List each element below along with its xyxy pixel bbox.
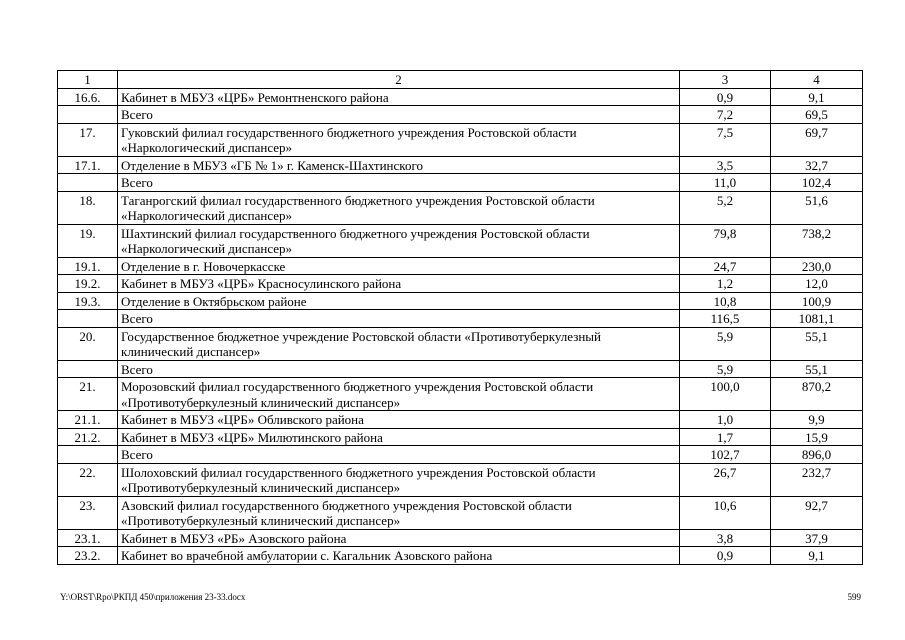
row-name-cell: Отделение в МБУЗ «ГБ № 1» г. Каменск-Шахтинского [118, 156, 680, 174]
row-name-cell: Всего [118, 310, 680, 328]
row-value-col-4-cell: 896,0 [771, 446, 863, 464]
row-name-cell: Отделение в г. Новочеркасске [118, 257, 680, 275]
row-value-col-3-cell: 0,9 [680, 547, 771, 565]
table-row [58, 191, 863, 224]
row-name-cell: Государственное бюджетное учреждение Ростовской области «Противотуберкулезный клинический диспансер» [118, 327, 680, 360]
row-number-cell: 16.6. [58, 88, 118, 106]
table-row [58, 547, 863, 565]
row-value-col-3-cell: 100,0 [680, 378, 771, 411]
row-value-col-3-cell: 10,8 [680, 292, 771, 310]
row-value-col-4-cell: 55,1 [771, 360, 863, 378]
row-value-col-4-cell: 9,9 [771, 411, 863, 429]
row-value-col-3-cell: 1,2 [680, 275, 771, 293]
row-name-cell: Кабинет в МБУЗ «ЦРБ» Ремонтненского района [118, 88, 680, 106]
table-row [58, 275, 863, 293]
row-number-cell: 22. [58, 463, 118, 496]
row-name-cell: Кабинет в МБУЗ «ЦРБ» Милютинского района [118, 428, 680, 446]
row-value-col-4-cell: 9,1 [771, 88, 863, 106]
table-row [58, 496, 863, 529]
row-number-cell: 19. [58, 224, 118, 257]
row-name-cell: Всего [118, 106, 680, 124]
table-row [58, 106, 863, 124]
footer-file-path: Y:\ORST\Rpo\РКПД 450\приложения 23-33.docx [60, 592, 246, 602]
row-name-cell: Отделение в Октябрьском районе [118, 292, 680, 310]
row-value-col-3-cell: 79,8 [680, 224, 771, 257]
row-number-cell: 19.1. [58, 257, 118, 275]
row-number-cell: 21.1. [58, 411, 118, 429]
row-value-col-4-cell: 92,7 [771, 496, 863, 529]
table-row [58, 411, 863, 429]
row-value-col-4-cell: 9,1 [771, 547, 863, 565]
table-row [58, 123, 863, 156]
row-value-col-3-cell: 10,6 [680, 496, 771, 529]
header-cell-col-4: 4 [771, 71, 863, 89]
row-name-cell: Азовский филиал государственного бюджетного учреждения Ростовской области «Противотуберкулезный клинический диспансер» [118, 496, 680, 529]
row-number-cell: 17. [58, 123, 118, 156]
table-row [58, 224, 863, 257]
row-number-cell [58, 310, 118, 328]
row-number-cell: 21. [58, 378, 118, 411]
table-row [58, 174, 863, 192]
row-name-cell: Кабинет в МБУЗ «ЦРБ» Красносулинского района [118, 275, 680, 293]
table-row [58, 257, 863, 275]
table-row [58, 156, 863, 174]
row-name-cell: Морозовский филиал государственного бюджетного учреждения Ростовской области «Противотуберкулезный клинический диспансер» [118, 378, 680, 411]
table-row [58, 529, 863, 547]
row-number-cell [58, 174, 118, 192]
row-number-cell [58, 446, 118, 464]
row-value-col-3-cell: 24,7 [680, 257, 771, 275]
row-value-col-3-cell: 7,2 [680, 106, 771, 124]
row-value-col-3-cell: 11,0 [680, 174, 771, 192]
table-row [58, 292, 863, 310]
row-name-cell: Кабинет в МБУЗ «РБ» Азовского района [118, 529, 680, 547]
row-number-cell: 19.2. [58, 275, 118, 293]
row-value-col-4-cell: 870,2 [771, 378, 863, 411]
row-value-col-3-cell: 5,9 [680, 360, 771, 378]
row-number-cell: 19.3. [58, 292, 118, 310]
row-value-col-3-cell: 3,8 [680, 529, 771, 547]
table-row [58, 310, 863, 328]
row-number-cell [58, 106, 118, 124]
row-name-cell: Таганрогский филиал государственного бюджетного учреждения Ростовской области «Наркологический диспансер» [118, 191, 680, 224]
row-value-col-4-cell: 100,9 [771, 292, 863, 310]
row-number-cell: 23.2. [58, 547, 118, 565]
row-name-cell: Кабинет в МБУЗ «ЦРБ» Обливского района [118, 411, 680, 429]
row-value-col-3-cell: 1,7 [680, 428, 771, 446]
row-value-col-3-cell: 7,5 [680, 123, 771, 156]
row-value-col-3-cell: 102,7 [680, 446, 771, 464]
row-number-cell: 23. [58, 496, 118, 529]
row-value-col-4-cell: 230,0 [771, 257, 863, 275]
table-row [58, 428, 863, 446]
row-value-col-3-cell: 1,0 [680, 411, 771, 429]
row-value-col-3-cell: 26,7 [680, 463, 771, 496]
table-header-row [58, 71, 863, 89]
row-name-cell: Шахтинский филиал государственного бюджетного учреждения Ростовской области «Наркологический диспансер» [118, 224, 680, 257]
row-value-col-4-cell: 1081,1 [771, 310, 863, 328]
row-value-col-4-cell: 232,7 [771, 463, 863, 496]
row-name-cell: Всего [118, 360, 680, 378]
row-value-col-4-cell: 15,9 [771, 428, 863, 446]
row-value-col-3-cell: 3,5 [680, 156, 771, 174]
table-row [58, 378, 863, 411]
row-value-col-4-cell: 69,7 [771, 123, 863, 156]
row-value-col-4-cell: 738,2 [771, 224, 863, 257]
row-name-cell: Всего [118, 446, 680, 464]
row-number-cell: 23.1. [58, 529, 118, 547]
row-value-col-4-cell: 37,9 [771, 529, 863, 547]
table-row [58, 88, 863, 106]
row-value-col-3-cell: 5,2 [680, 191, 771, 224]
row-value-col-4-cell: 102,4 [771, 174, 863, 192]
header-cell-col-3: 3 [680, 71, 771, 89]
table-row [58, 327, 863, 360]
table-row [58, 360, 863, 378]
row-name-cell: Шолоховский филиал государственного бюджетного учреждения Ростовской области «Противотуберкулезный клинический диспансер» [118, 463, 680, 496]
row-value-col-3-cell: 0,9 [680, 88, 771, 106]
row-number-cell: 21.2. [58, 428, 118, 446]
row-number-cell [58, 360, 118, 378]
row-number-cell: 18. [58, 191, 118, 224]
row-value-col-4-cell: 55,1 [771, 327, 863, 360]
row-value-col-3-cell: 5,9 [680, 327, 771, 360]
table-row [58, 446, 863, 464]
row-name-cell: Кабинет во врачебной амбулатории с. Кагальник Азовского района [118, 547, 680, 565]
page-number: 599 [847, 592, 861, 602]
row-value-col-4-cell: 12,0 [771, 275, 863, 293]
row-value-col-3-cell: 116,5 [680, 310, 771, 328]
row-value-col-4-cell: 32,7 [771, 156, 863, 174]
row-number-cell: 20. [58, 327, 118, 360]
row-value-col-4-cell: 51,6 [771, 191, 863, 224]
header-cell-col-1: 1 [58, 71, 118, 89]
row-name-cell: Всего [118, 174, 680, 192]
table-body [58, 71, 863, 565]
row-value-col-4-cell: 69,5 [771, 106, 863, 124]
row-number-cell: 17.1. [58, 156, 118, 174]
table-row [58, 463, 863, 496]
data-table [57, 70, 863, 565]
row-name-cell: Гуковский филиал государственного бюджетного учреждения Ростовской области «Наркологический диспансер» [118, 123, 680, 156]
header-cell-col-2: 2 [118, 71, 680, 89]
